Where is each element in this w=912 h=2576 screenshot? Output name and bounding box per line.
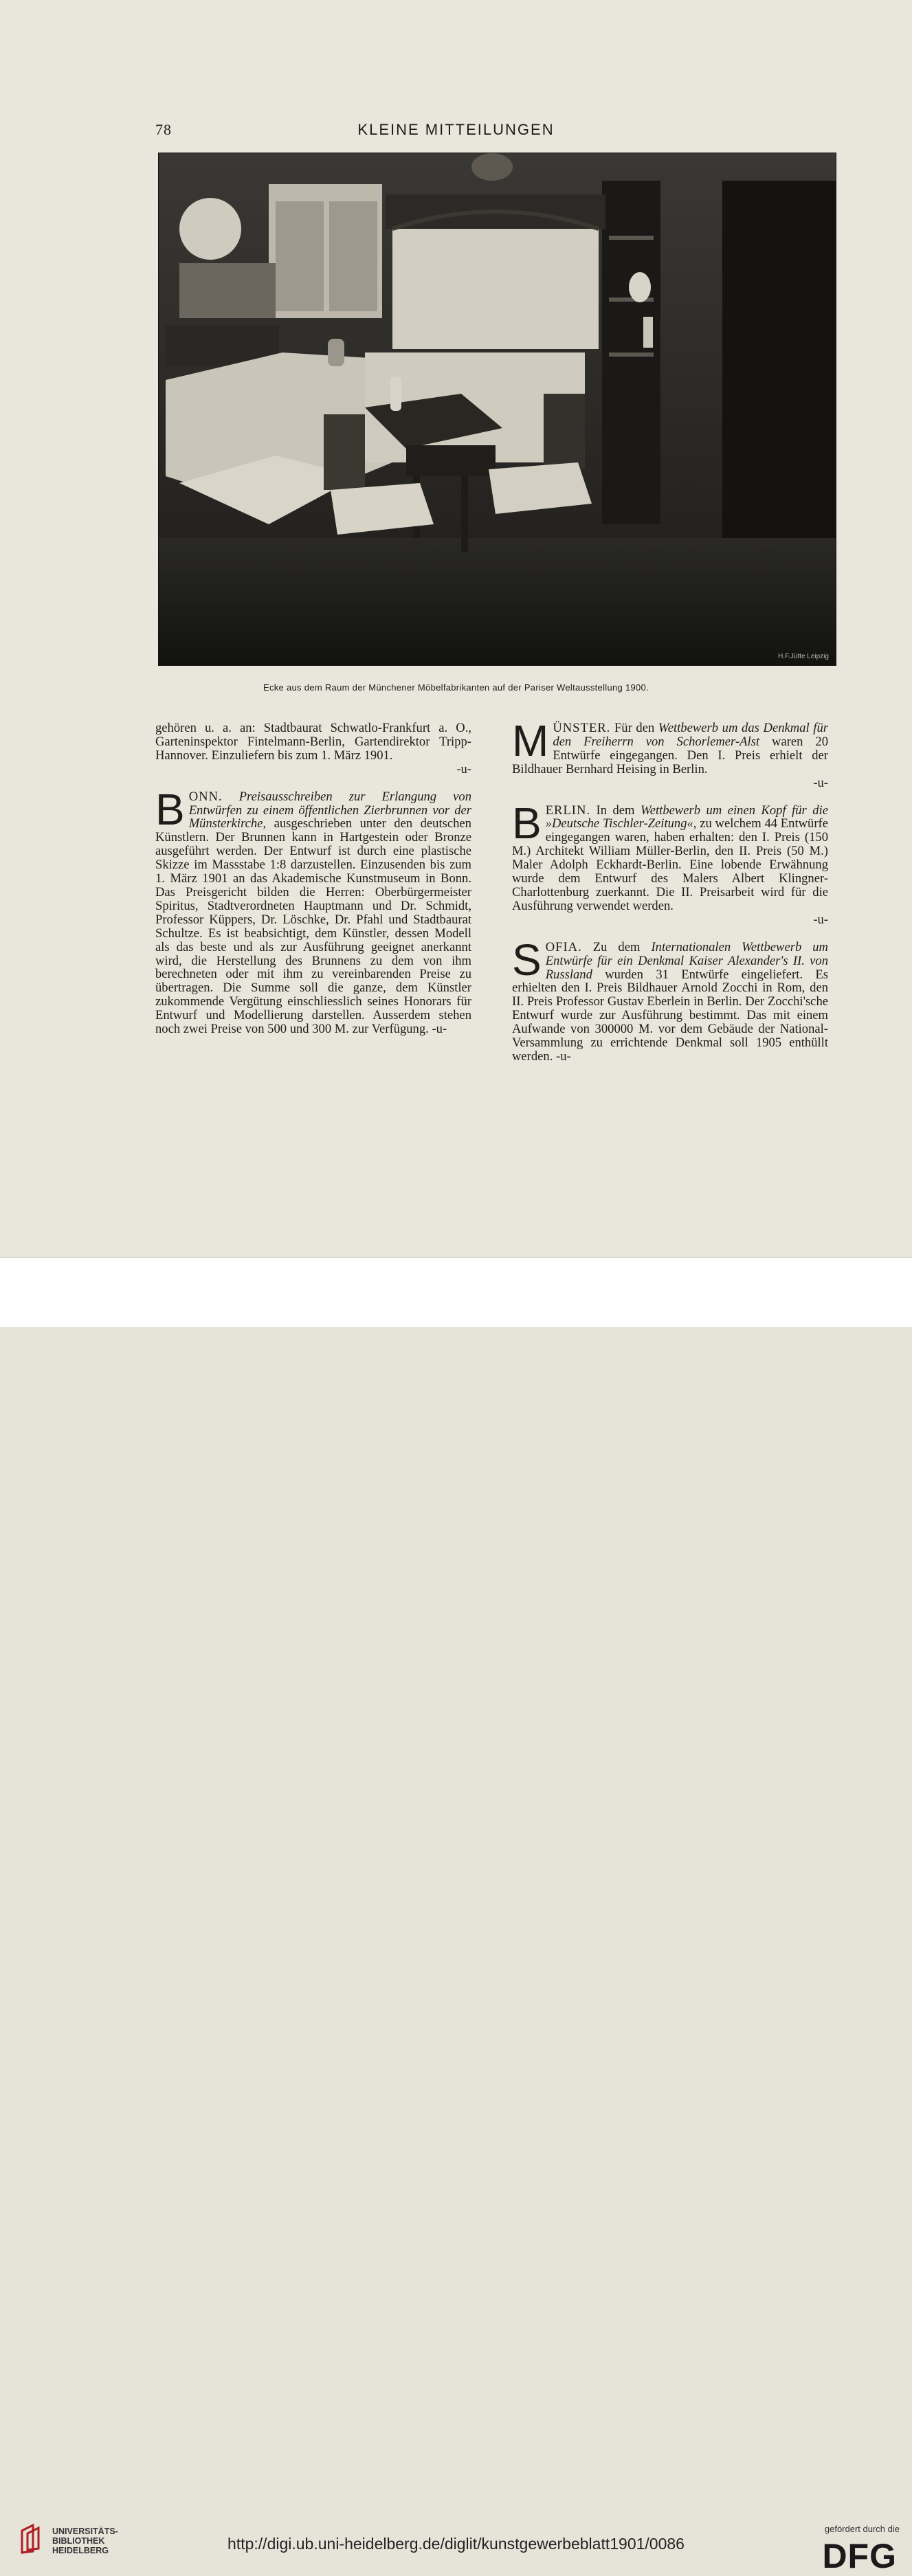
drop-initial: S bbox=[512, 934, 542, 985]
article-bonn bbox=[155, 784, 471, 1037]
competition-title: Preisausschreiben zur Erlangung von Entwürfen zu einem öffentlichen Zierbrunnen vor der Münsterkirche, bbox=[188, 789, 471, 831]
intro-paragraph: gehören u. a. an: Stadtbaurat Schwatlo-Frankfurt a. O., Garteninspektor Fintelmann-Berlin, Gartendirektor Tripp-Hannover. Einzuliefern bis zum 1. März 1901. bbox=[155, 721, 471, 763]
competition-title: Wettbewerb um das Denkmal für den Freiherrn von Schorlemer-Alst bbox=[553, 721, 828, 749]
article-pre: Zu dem bbox=[592, 939, 641, 954]
article-muenster bbox=[512, 716, 829, 776]
signature: -u- bbox=[813, 912, 828, 927]
dfg-logo[interactable]: DFG bbox=[822, 2537, 897, 2575]
scanned-page bbox=[0, 0, 912, 1257]
article-pre: Für den bbox=[614, 721, 655, 735]
right-column bbox=[512, 716, 829, 1064]
article-text: wurden 31 Entwürfe eingeliefert. Es erhielten den I. Preis Bildhauer Arnold Zocchi in Rom, den II. Preis Professor Gustav Eberlein in Berlin. Der Zocchi'sche Entwurf wurde zur Ausführung bestimmt. Das mit einem Aufwande von 300000 M. vor dem Gebäude der National-Versammlung zu errichtende Denkmal soll 1905 enthüllt werden. bbox=[512, 967, 828, 1064]
article-lead: ONN. bbox=[188, 789, 223, 804]
furniture-photograph bbox=[158, 153, 836, 666]
article-pre: In dem bbox=[596, 803, 635, 818]
competition-title: Internationalen Wettbewerb um Entwürfe für ein Denkmal Kaiser Alexander's II. von Russland bbox=[545, 939, 828, 982]
signature: -u- bbox=[556, 1049, 571, 1064]
article-lead: ÜNSTER. bbox=[553, 721, 611, 735]
article-text: zu welchem 44 Entwürfe eingegangen waren, haben erhalten: den I. Preis (150 M.) Architekt William Müller-Berlin, den II. Preis (50 M.) Maler Adolph Eckhardt-Berlin. Eine lobende Erwähnung wurde dem Entwurf des Malers Albert Klingner-Charlottenburg zuerkannt. Die II. Preisarbeit wird für die Ausführung verwendet werden. bbox=[512, 816, 828, 913]
drop-initial: B bbox=[512, 798, 542, 848]
library-name[interactable]: UNIVERSITÄTS- BIBLIOTHEK HEIDELBERG bbox=[52, 2527, 118, 2555]
viewer-footer bbox=[0, 1257, 912, 2575]
article-sofia bbox=[512, 934, 828, 1064]
photographer-signature: H.F.Jütte Leipzig bbox=[778, 653, 829, 660]
article-text: ausgeschrieben unter den deutschen Künstlern. Der Brunnen kann in Hartgestein oder Bronze ausgeführt werden. Der Entwurf ist durch eine plastische Skizze im Massstabe 1:8 darzustellen. Einzusenden bis zum 1. März 1901 an das Akademische Kunstmuseum in Bonn. Das Preisgericht bilden die Herren: Oberbürgermeister Spiritus, Stadtverordneten Hauptmann und Dr. Schmidt, Professor Küppers, Dr. Löschke, Dr. Pfahl und Stadtbaurat Schultze. Es ist beabsichtigt, dem Künstler, dessen Modell als das beste und als zur Ausführung geeignet anerkannt wird, die Herstellung des Brunnens zu dem von ihm berechneten oder mit ihm zu vereinbarenden Preise zu übertragen. Die Summe soll die ganze, dem Künstler zukommende Vergütung einschliesslich seines Honorars für Entwurf und Modellierung darstellen. Ausserdem stehen noch zwei Preise von 500 und 300 M. zur Verfügung. bbox=[155, 816, 471, 1037]
article-text: waren 20 Entwürfe eingegangen. Den I. Preis erhielt der Bildhauer Bernhard Heising in Berlin. bbox=[512, 734, 829, 776]
drop-initial: B bbox=[155, 784, 185, 834]
funding-label: gefördert durch die bbox=[824, 2524, 900, 2534]
article-lead: OFIA. bbox=[545, 939, 582, 954]
page-number: 78 bbox=[155, 121, 172, 138]
signature: -u- bbox=[432, 1022, 447, 1037]
left-column bbox=[155, 721, 471, 1036]
drop-initial: M bbox=[512, 716, 549, 765]
article-berlin bbox=[512, 798, 828, 913]
running-title: KLEINE MITTEILUNGEN bbox=[357, 121, 555, 138]
article-lead: ERLIN. bbox=[545, 803, 591, 818]
signature: -u- bbox=[813, 775, 828, 790]
competition-title: Wettbewerb um einen Kopf für die »Deutsche Tischler-Zeitung«, bbox=[545, 803, 828, 831]
permalink-url[interactable]: http://digi.ub.uni-heidelberg.de/diglit/kunstgewerbeblatt1901/0086 bbox=[227, 2535, 685, 2553]
signature: -u- bbox=[456, 761, 471, 776]
figure-caption: Ecke aus dem Raum der Münchener Möbelfabrikanten auf der Pariser Weltausstellung 1900. bbox=[263, 682, 649, 693]
